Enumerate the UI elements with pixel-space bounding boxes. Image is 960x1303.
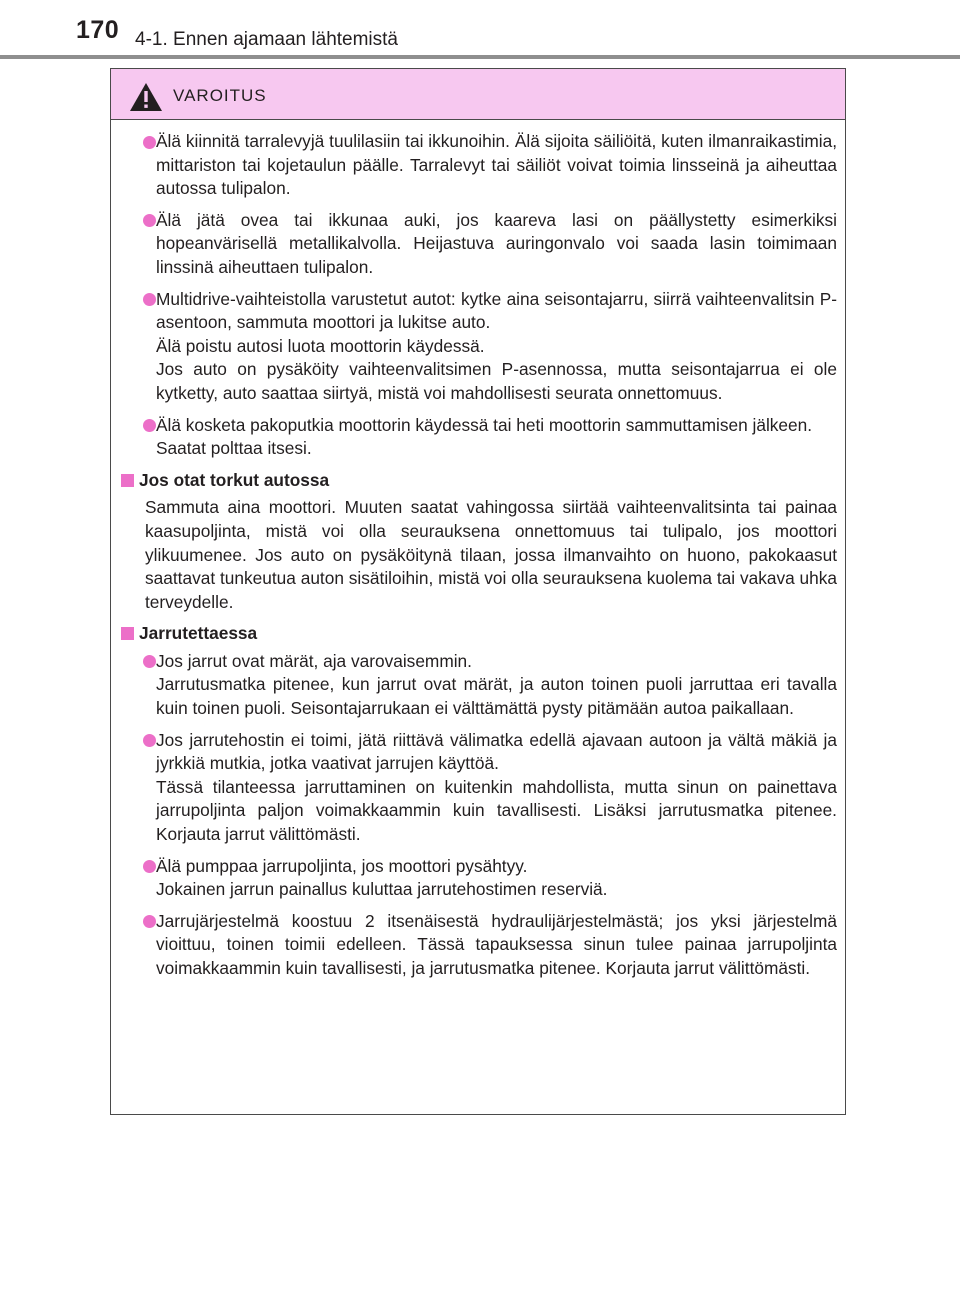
braking-list xyxy=(121,650,837,981)
heading-text: Jos otat torkut autossa xyxy=(139,469,330,490)
list-item xyxy=(121,288,837,406)
section-heading xyxy=(121,622,837,646)
list-item xyxy=(121,650,837,721)
header-divider xyxy=(0,55,960,59)
list-item xyxy=(121,414,837,461)
warning-header xyxy=(111,69,845,120)
bullet-icon xyxy=(143,915,156,928)
paragraph: Multidrive-vaihteistolla varustetut autot: kytke aina seisontajarru, siirrä vaihteenvalitsin P-asentoon, sammuta moottori ja lukitse auto. xyxy=(156,288,837,333)
bullet-icon xyxy=(143,136,156,149)
paragraph: Jarrutusmatka pitenee, kun jarrut ovat märät, ja auton toinen puoli jarruttaa eri tavalla kuin toinen puoli. Seisontajarrukaan ei välttämättä pysty pitämään autoa paikallaan. xyxy=(156,674,837,719)
section-heading xyxy=(121,469,837,493)
paragraph: Jarrujärjestelmä koostuu 2 itsenäisestä hydraulijärjestelmästä; jos yksi järjestelmä vioittuu, toinen toimii edelleen. Tässä tapauksessa sinun tulee painaa jarrupoljinta voimakkaammin kuin tavallisesti, ja jarrutusmatka pitenee. Korjauta jarrut välittömästi. xyxy=(156,910,837,978)
paragraph: Jos jarrut ovat märät, aja varovaisemmin. xyxy=(156,650,472,671)
square-bullet-icon xyxy=(121,627,134,640)
paragraph: Sammuta aina moottori. Muuten saatat vahingossa siirtää vaihteenvalitsinta tai painaa kaasupoljinta, mistä voi olla seurauksena onnettomuus tai tulipalo, jos moottori ylikuumenee. Jos auto on pysäköitynä tilaan, jossa ilmanvaihto on huono, pakokaasut saattavat tunkeutua auton sisätiloihin, mistä voi olla seurauksena kuolema tai vakava uhka terveydelle. xyxy=(145,497,837,612)
square-bullet-icon xyxy=(121,474,134,487)
paragraph: Tässä tilanteessa jarruttaminen on kuitenkin mahdollista, mutta sinun on painettava jarrupoljinta paljon voimakkaammin kuin tavallisesti. Lisäksi jarrutusmatka pitenee. Korjauta jarrut välittömästi. xyxy=(156,776,837,845)
section-text xyxy=(121,496,837,614)
list-item xyxy=(121,855,837,902)
paragraph: Älä kiinnitä tarralevyjä tuulilasiin tai ikkunoihin. Älä sijoita säiliöitä, kuten ilmanraikastimia, mittariston tai kojetaulun päälle. Tarralevyt tai säiliöt voivat toimia linsseinä ja aiheuttaa autossa tulipalon. xyxy=(156,131,837,199)
warning-label: VAROITUS xyxy=(173,86,267,105)
paragraph: Älä jätä ovea tai ikkunaa auki, jos kaareva lasi on päällystetty esimerkiksi hopeanvärisellä metallikalvolla. Heijastuva auringonvalo voi saada lasin toimimaan linssinä aiheuttaen tulipalon. xyxy=(156,209,837,277)
bullet-icon xyxy=(143,655,156,668)
list-item xyxy=(121,130,837,201)
bullet-icon xyxy=(143,214,156,227)
paragraph: Älä pumppaa jarrupoljinta, jos moottori pysähtyy. xyxy=(156,855,528,876)
paragraph: Jos jarrutehostin ei toimi, jätä riittävä välimatka edellä ajavaan autoon ja vältä mäkiä ja jyrkkiä mutkia, jotka vaativat jarrujen käyttöä. xyxy=(156,729,837,774)
bullet-icon xyxy=(143,419,156,432)
paragraph: Älä kosketa pakoputkia moottorin käydessä tai heti moottorin sammuttamisen jälkeen. xyxy=(156,414,813,435)
paragraph: Saatat polttaa itsesi. xyxy=(156,438,312,459)
warning-body xyxy=(111,120,845,981)
page-number: 170 xyxy=(76,16,120,44)
bullet-icon xyxy=(143,293,156,306)
heading-text: Jarrutettaessa xyxy=(139,623,258,644)
warning-box xyxy=(110,68,846,1115)
section-title: 4-1. Ennen ajamaan lähtemistä xyxy=(135,29,398,50)
list-item xyxy=(121,729,837,847)
warning-triangle-icon xyxy=(129,82,163,112)
paragraph: Jos auto on pysäköity vaihteenvalitsimen P-asennossa, mutta seisontajarrua ei ole kytketty, auto saattaa siirtyä, mistä voi mahdollisesti seurata onnettomuus. xyxy=(156,359,837,403)
bullet-icon xyxy=(143,734,156,747)
bullet-icon xyxy=(143,860,156,873)
list-item xyxy=(121,209,837,280)
paragraph: Älä poistu autosi luota moottorin käydessä. xyxy=(156,335,485,356)
paragraph: Jokainen jarrun painallus kuluttaa jarrutehostimen reserviä. xyxy=(156,879,608,900)
list-item xyxy=(121,910,837,981)
